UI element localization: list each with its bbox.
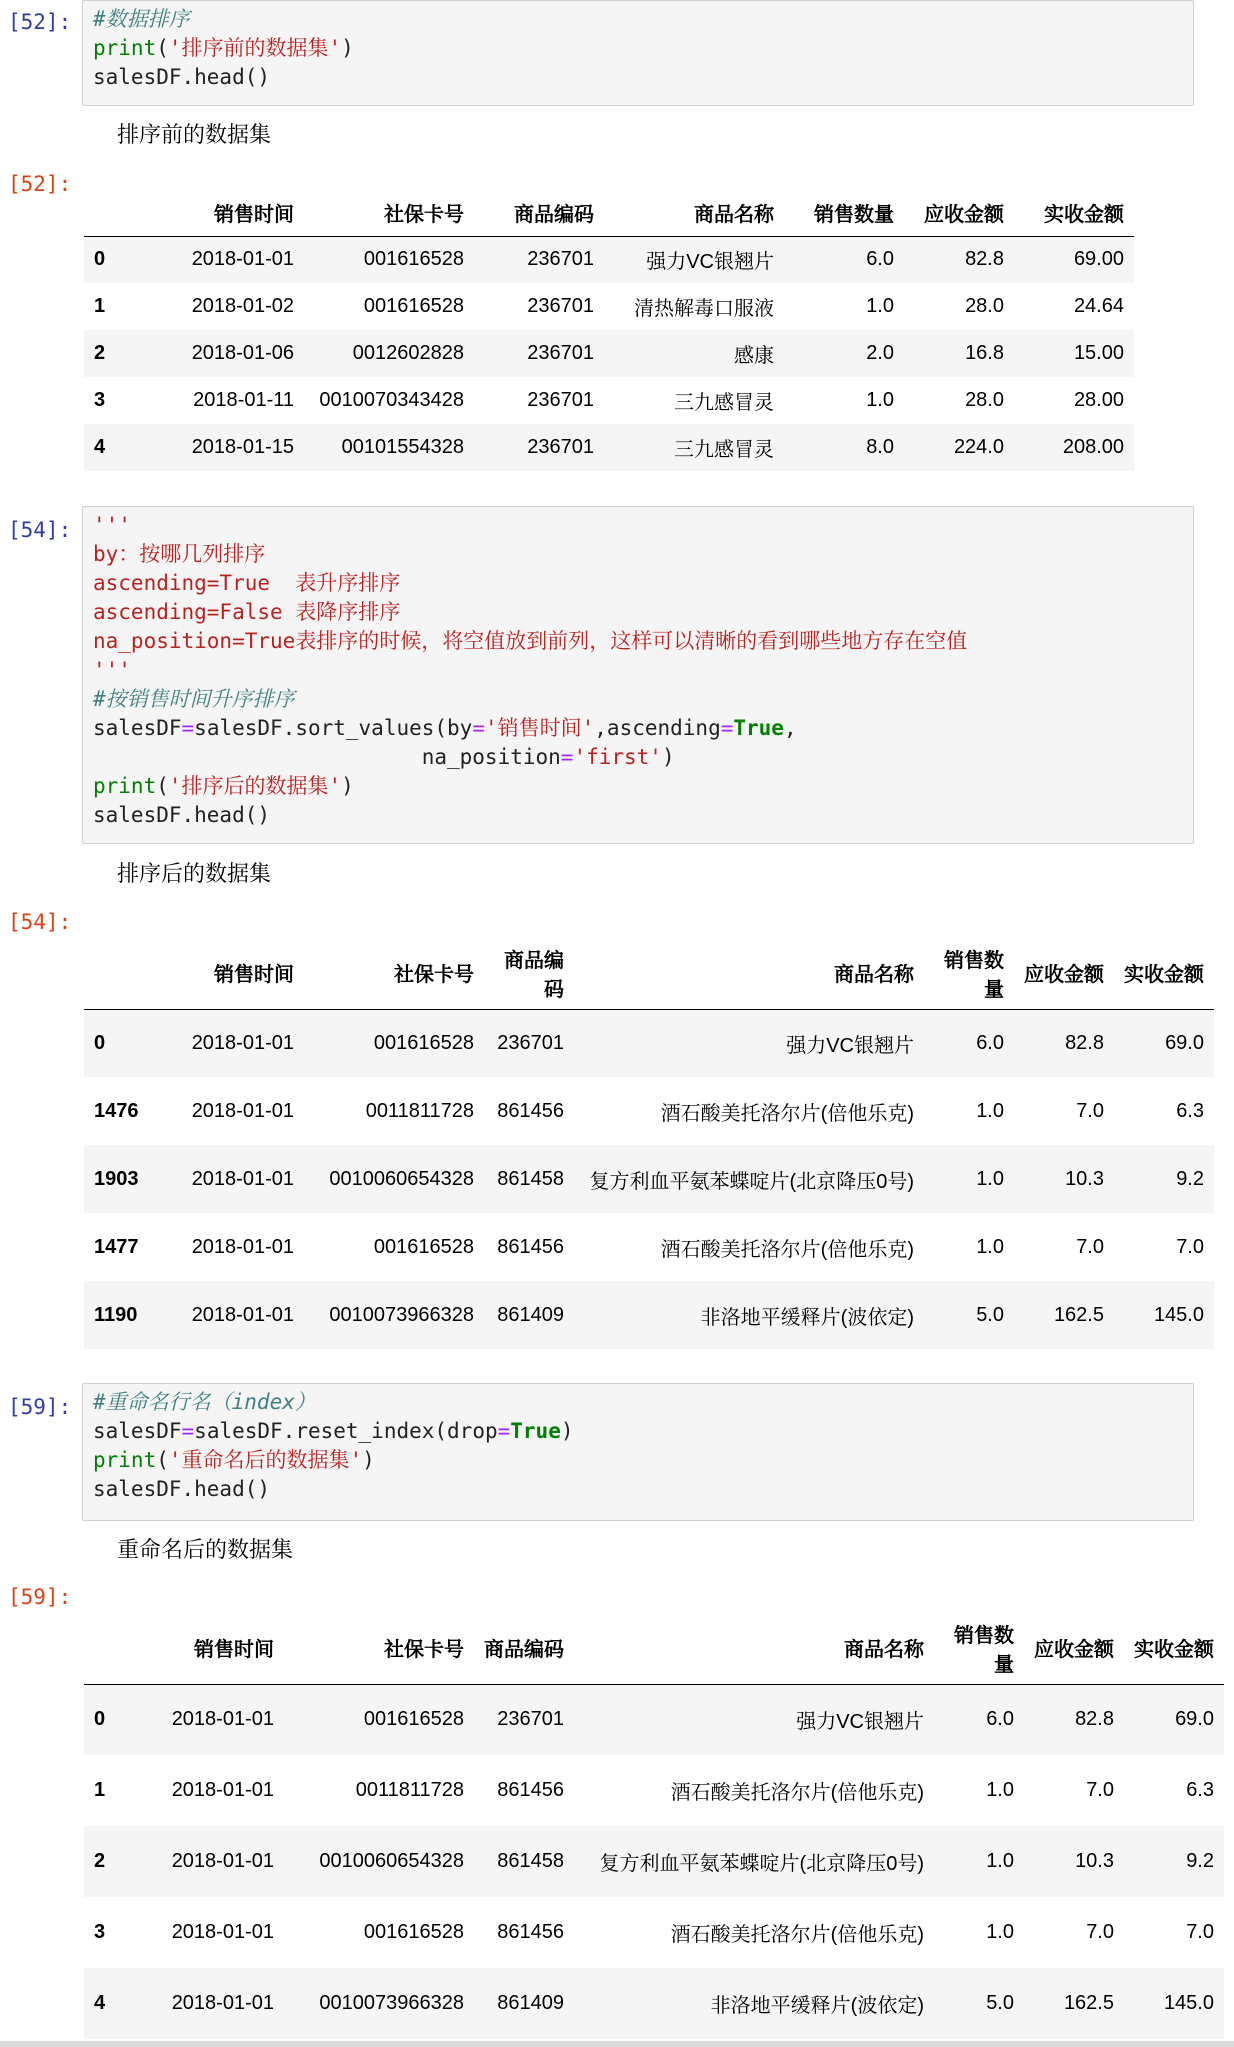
dataframe-table bbox=[84, 937, 1214, 1349]
code-line bbox=[93, 801, 1183, 830]
code-token: salesDF bbox=[93, 1419, 182, 1443]
table-cell: 861456 bbox=[497, 1235, 564, 1258]
column-header: 商品编码 bbox=[484, 937, 574, 1009]
code-token: salesDF.head() bbox=[93, 803, 271, 827]
table-cell: 10.3 bbox=[1075, 1850, 1114, 1872]
row-index: 1190 bbox=[94, 1303, 138, 1326]
code-token: ''' bbox=[93, 513, 131, 537]
table-cell: 861456 bbox=[497, 1099, 564, 1122]
table-row bbox=[84, 283, 1134, 330]
table-cell: 28.00 bbox=[1073, 389, 1124, 411]
code-token: '排序前的数据集' bbox=[168, 36, 342, 60]
table-cell: 0010070343428 bbox=[319, 389, 464, 411]
table-cell: 酒石酸美托洛尔片(倍他乐克) bbox=[660, 1238, 914, 1261]
table-cell: 162.5 bbox=[1053, 1303, 1104, 1326]
table-cell: 15.00 bbox=[1073, 342, 1124, 364]
code-token: ) bbox=[661, 745, 675, 769]
table-cell: 强力VC银翘片 bbox=[786, 1034, 914, 1057]
dataframe-table bbox=[84, 190, 1134, 471]
table-cell: 2018-01-01 bbox=[191, 1099, 294, 1122]
table-cell: 感康 bbox=[734, 345, 774, 367]
table-row bbox=[84, 1684, 1224, 1755]
table-cell: 24.64 bbox=[1073, 295, 1124, 317]
dataframe-table bbox=[84, 1612, 1224, 2039]
table-cell: 236701 bbox=[527, 436, 594, 458]
table-cell: 1.0 bbox=[866, 295, 894, 317]
code-token: , bbox=[783, 716, 797, 740]
code-line bbox=[93, 772, 1183, 801]
table-cell: 三九感冒灵 bbox=[674, 392, 774, 414]
table-cell: 0010060654328 bbox=[329, 1167, 474, 1190]
table-cell: 82.8 bbox=[1065, 1031, 1104, 1054]
column-header: 社保卡号 bbox=[304, 190, 474, 236]
table-cell: 酒石酸美托洛尔片(倍他乐克) bbox=[670, 1782, 924, 1804]
code-cell-input[interactable] bbox=[82, 506, 1194, 844]
code-token: = bbox=[560, 745, 574, 769]
code-token: #数据排序 bbox=[93, 7, 190, 31]
table-cell: 861456 bbox=[497, 1779, 564, 1801]
column-header: 商品编码 bbox=[474, 190, 604, 236]
table-cell: 28.0 bbox=[965, 295, 1004, 317]
table-cell: 7.0 bbox=[1086, 1779, 1114, 1801]
table-cell: 2.0 bbox=[866, 342, 894, 364]
table-cell: 861458 bbox=[497, 1167, 564, 1190]
code-token: '排序后的数据集' bbox=[168, 774, 342, 798]
code-token: print bbox=[93, 36, 157, 60]
table-row bbox=[84, 1281, 1214, 1349]
table-cell: 2018-01-02 bbox=[191, 295, 294, 317]
output-prompt: [52]: bbox=[8, 172, 72, 196]
column-header bbox=[84, 937, 164, 1009]
code-token: ( bbox=[156, 1448, 169, 1472]
table-cell: 001616528 bbox=[373, 1031, 474, 1054]
table-cell: 8.0 bbox=[866, 436, 894, 458]
table-cell: 69.0 bbox=[1165, 1031, 1204, 1054]
code-token: #按销售时间升序排序 bbox=[93, 687, 295, 711]
table-cell: 208.00 bbox=[1062, 436, 1124, 458]
row-index: 0 bbox=[94, 1031, 106, 1054]
table-cell: 6.0 bbox=[986, 1708, 1014, 1731]
table-cell: 2018-01-01 bbox=[171, 1850, 274, 1872]
code-token: print bbox=[93, 774, 157, 798]
row-index: 1903 bbox=[94, 1167, 139, 1190]
row-index: 4 bbox=[94, 1992, 106, 2014]
stdout-text: 排序后的数据集 bbox=[117, 862, 272, 887]
table-cell: 1.0 bbox=[986, 1850, 1014, 1872]
code-token: #重命名行名（index） bbox=[93, 1390, 316, 1414]
table-cell: 2018-01-01 bbox=[171, 1921, 274, 1943]
table-cell: 162.5 bbox=[1063, 1992, 1114, 2014]
table-cell: 2018-01-01 bbox=[191, 1031, 294, 1054]
column-header: 实收金额 bbox=[1114, 937, 1214, 1009]
column-header: 商品编码 bbox=[474, 1612, 574, 1684]
code-token: = bbox=[472, 716, 485, 740]
code-line bbox=[93, 569, 1183, 598]
code-token: ) bbox=[560, 1419, 574, 1443]
table-cell: 001616528 bbox=[363, 1921, 464, 1943]
code-line bbox=[93, 1388, 1183, 1417]
table-cell: 2018-01-01 bbox=[191, 248, 294, 271]
table-cell: 1.0 bbox=[986, 1921, 1014, 1943]
table-row bbox=[84, 1077, 1214, 1145]
table-cell: 00101554328 bbox=[341, 436, 464, 458]
table-cell: 0011811728 bbox=[365, 1099, 474, 1122]
column-header: 应收金额 bbox=[1014, 937, 1114, 1009]
table-cell: 0011811728 bbox=[355, 1779, 464, 1801]
table-row bbox=[84, 1145, 1214, 1213]
table-cell: 复方利血平氨苯蝶啶片(北京降压0号) bbox=[599, 1853, 924, 1875]
table-cell: 861456 bbox=[497, 1921, 564, 1943]
column-header bbox=[84, 190, 144, 236]
table-cell: 861409 bbox=[497, 1303, 564, 1326]
column-header bbox=[84, 1612, 124, 1684]
table-cell: 清热解毒口服液 bbox=[634, 298, 774, 320]
column-header: 销售时间 bbox=[124, 1612, 284, 1684]
table-cell: 10.3 bbox=[1065, 1167, 1104, 1190]
code-token: na_position bbox=[93, 745, 561, 769]
code-token: ) bbox=[341, 36, 354, 60]
table-row bbox=[84, 1213, 1214, 1281]
row-index: 1476 bbox=[94, 1099, 139, 1122]
code-token: = bbox=[497, 1419, 511, 1443]
column-header: 应收金额 bbox=[904, 190, 1014, 236]
table-cell: 16.8 bbox=[965, 342, 1004, 364]
table-cell: 2018-01-01 bbox=[191, 1235, 294, 1258]
table-cell: 2018-01-15 bbox=[191, 436, 294, 458]
table-cell: 0010073966328 bbox=[329, 1303, 474, 1326]
table-cell: 2018-01-11 bbox=[193, 389, 294, 411]
table-cell: 28.0 bbox=[965, 389, 1004, 411]
code-cell-input[interactable] bbox=[82, 0, 1194, 106]
table-cell: 0010060654328 bbox=[319, 1850, 464, 1872]
table-cell: 非洛地平缓释片(波依定) bbox=[710, 1995, 924, 2017]
table-cell: 7.0 bbox=[1176, 1235, 1204, 1258]
table-row bbox=[84, 424, 1134, 471]
table-cell: 1.0 bbox=[986, 1779, 1014, 1801]
table-cell: 236701 bbox=[497, 1031, 564, 1054]
code-token: ascending=True 表升序排序 bbox=[93, 571, 401, 595]
code-token: = bbox=[181, 716, 195, 740]
table-cell: 7.0 bbox=[1076, 1099, 1104, 1122]
table-header-row bbox=[84, 937, 1214, 1009]
column-header: 社保卡号 bbox=[304, 937, 484, 1009]
code-token: ) bbox=[341, 774, 354, 798]
code-token: ( bbox=[156, 774, 169, 798]
row-index: 1 bbox=[94, 1779, 106, 1801]
input-prompt: [54]: bbox=[8, 518, 72, 542]
table-cell: 7.0 bbox=[1186, 1921, 1214, 1943]
column-header: 实收金额 bbox=[1124, 1612, 1224, 1684]
table-cell: 三九感冒灵 bbox=[674, 439, 774, 461]
column-header: 商品名称 bbox=[604, 190, 784, 236]
table-cell: 2018-01-01 bbox=[171, 1779, 274, 1801]
table-cell: 82.8 bbox=[1075, 1708, 1114, 1731]
table-cell: 236701 bbox=[527, 342, 594, 364]
code-line bbox=[93, 1446, 1183, 1475]
table-cell: 1.0 bbox=[976, 1167, 1004, 1190]
code-line bbox=[93, 598, 1183, 627]
code-token: salesDF bbox=[93, 716, 182, 740]
row-index: 3 bbox=[94, 389, 106, 411]
table-cell: 001616528 bbox=[373, 1235, 474, 1258]
code-token: = bbox=[181, 1419, 195, 1443]
table-cell: 6.0 bbox=[866, 248, 894, 271]
table-cell: 145.0 bbox=[1153, 1303, 1204, 1326]
table-cell: 2018-01-01 bbox=[171, 1708, 274, 1731]
table-cell: 6.0 bbox=[976, 1031, 1004, 1054]
table-cell: 6.3 bbox=[1176, 1099, 1204, 1122]
table-cell: 236701 bbox=[527, 389, 594, 411]
table-cell: 861409 bbox=[497, 1992, 564, 2014]
table-cell: 非洛地平缓释片(波依定) bbox=[700, 1306, 914, 1329]
code-token: salesDF.reset_index(drop bbox=[194, 1419, 498, 1443]
table-row bbox=[84, 330, 1134, 377]
table-cell: 1.0 bbox=[976, 1235, 1004, 1258]
table-row bbox=[84, 1968, 1224, 2039]
table-cell: 酒石酸美托洛尔片(倍他乐克) bbox=[670, 1924, 924, 1946]
row-index: 3 bbox=[94, 1921, 106, 1943]
table-cell: 236701 bbox=[527, 295, 594, 317]
table-cell: 0010073966328 bbox=[319, 1992, 464, 2014]
row-index: 1 bbox=[94, 295, 106, 317]
code-token: '销售时间' bbox=[484, 716, 595, 740]
table-cell: 236701 bbox=[527, 248, 594, 271]
table-cell: 224.0 bbox=[953, 436, 1004, 458]
code-token: ( bbox=[156, 36, 169, 60]
table-cell: 9.2 bbox=[1176, 1167, 1204, 1190]
input-prompt: [59]: bbox=[8, 1395, 72, 1419]
table-cell: 1.0 bbox=[866, 389, 894, 411]
table-cell: 2018-01-01 bbox=[191, 1167, 294, 1190]
column-header: 销售数量 bbox=[784, 190, 904, 236]
table-cell: 2018-01-06 bbox=[191, 342, 294, 364]
output-prompt: [59]: bbox=[8, 1585, 72, 1609]
column-header: 应收金额 bbox=[1024, 1612, 1124, 1684]
stdout-text: 重命名后的数据集 bbox=[117, 1538, 294, 1563]
column-header: 商品名称 bbox=[574, 1612, 934, 1684]
table-cell: 001616528 bbox=[363, 248, 464, 271]
column-header: 销售时间 bbox=[164, 937, 304, 1009]
code-token: True bbox=[733, 716, 784, 740]
table-cell: 2018-01-01 bbox=[171, 1992, 274, 2014]
row-index: 2 bbox=[94, 342, 106, 364]
column-header: 商品名称 bbox=[574, 937, 924, 1009]
code-token: print bbox=[93, 1448, 157, 1472]
table-row bbox=[84, 236, 1134, 283]
code-line bbox=[93, 656, 1183, 685]
code-line bbox=[93, 1475, 1183, 1504]
column-header: 社保卡号 bbox=[284, 1612, 474, 1684]
code-token: 'first' bbox=[573, 745, 662, 769]
column-header: 销售时间 bbox=[144, 190, 304, 236]
table-cell: 9.2 bbox=[1186, 1850, 1214, 1872]
table-row bbox=[84, 377, 1134, 424]
code-line bbox=[93, 1417, 1183, 1446]
code-token: ,ascending bbox=[594, 716, 721, 740]
code-token: = bbox=[720, 716, 734, 740]
table-cell: 6.3 bbox=[1186, 1779, 1214, 1801]
row-index: 1477 bbox=[94, 1235, 139, 1258]
table-cell: 1.0 bbox=[976, 1099, 1004, 1122]
output-prompt: [54]: bbox=[8, 910, 72, 934]
table-cell: 001616528 bbox=[363, 1708, 464, 1731]
table-cell: 145.0 bbox=[1163, 1992, 1214, 2014]
table-cell: 2018-01-01 bbox=[191, 1303, 294, 1326]
code-token: ascending=False 表降序排序 bbox=[93, 600, 401, 624]
row-index: 0 bbox=[94, 1708, 106, 1731]
table-header-row bbox=[84, 190, 1134, 236]
column-header: 销售数量 bbox=[924, 937, 1014, 1009]
input-prompt: [52]: bbox=[8, 10, 72, 34]
table-cell: 001616528 bbox=[363, 295, 464, 317]
column-header: 实收金额 bbox=[1014, 190, 1134, 236]
code-token: na_position=True表排序的时候，将空值放到前列，这样可以清晰的看到哪些地方存在空值 bbox=[93, 629, 968, 653]
row-index: 4 bbox=[94, 436, 106, 458]
code-line bbox=[93, 743, 1183, 772]
table-header-row bbox=[84, 1612, 1224, 1684]
code-line bbox=[93, 63, 1183, 92]
horizontal-scrollbar[interactable] bbox=[0, 2041, 1234, 2047]
code-line bbox=[93, 540, 1183, 569]
row-index: 0 bbox=[94, 248, 106, 271]
table-cell: 强力VC银翘片 bbox=[796, 1711, 924, 1734]
code-token: salesDF.sort_values(by bbox=[194, 716, 473, 740]
table-cell: 861458 bbox=[497, 1850, 564, 1872]
code-token: by：按哪几列排序 bbox=[93, 542, 266, 566]
table-cell: 7.0 bbox=[1076, 1235, 1104, 1258]
code-token: ''' bbox=[93, 658, 131, 682]
table-cell: 酒石酸美托洛尔片(倍他乐克) bbox=[660, 1102, 914, 1125]
code-line bbox=[93, 34, 1183, 63]
table-cell: 69.0 bbox=[1175, 1708, 1214, 1731]
code-line bbox=[93, 5, 1183, 34]
code-cell-input[interactable] bbox=[82, 1383, 1194, 1521]
table-row bbox=[84, 1755, 1224, 1826]
code-line bbox=[93, 685, 1183, 714]
table-cell: 5.0 bbox=[986, 1992, 1014, 2014]
table-cell: 复方利血平氨苯蝶啶片(北京降压0号) bbox=[589, 1170, 914, 1193]
stdout-text: 排序前的数据集 bbox=[117, 123, 272, 148]
table-row bbox=[84, 1009, 1214, 1077]
table-cell: 7.0 bbox=[1086, 1921, 1114, 1943]
table-cell: 5.0 bbox=[976, 1303, 1004, 1326]
table-cell: 82.8 bbox=[965, 248, 1004, 271]
table-cell: 强力VC银翘片 bbox=[646, 251, 774, 274]
table-row bbox=[84, 1826, 1224, 1897]
code-token: '重命名后的数据集' bbox=[168, 1448, 363, 1472]
code-line bbox=[93, 511, 1183, 540]
row-index: 2 bbox=[94, 1850, 106, 1872]
column-header: 销售数量 bbox=[934, 1612, 1024, 1684]
code-token: True bbox=[510, 1419, 561, 1443]
table-cell: 236701 bbox=[497, 1708, 564, 1731]
table-cell: 69.00 bbox=[1073, 248, 1124, 271]
code-line bbox=[93, 714, 1183, 743]
code-token: ) bbox=[362, 1448, 375, 1472]
code-line bbox=[93, 627, 1183, 656]
table-row bbox=[84, 1897, 1224, 1968]
code-token: salesDF.head() bbox=[93, 1477, 271, 1501]
code-token: salesDF.head() bbox=[93, 65, 271, 89]
table-cell: 0012602828 bbox=[352, 342, 464, 364]
